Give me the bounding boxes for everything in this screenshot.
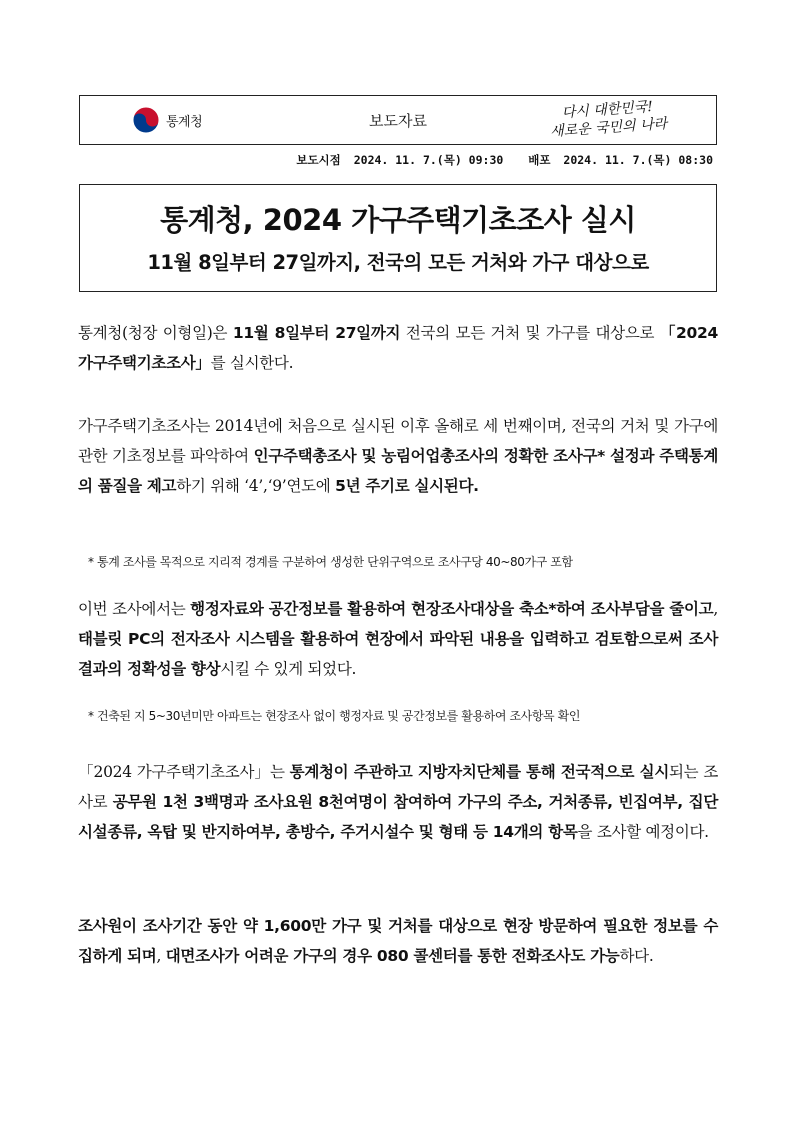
footnote-1: * 통계 조사를 목적으로 지리적 경계를 구분하여 생성한 단위구역으로 조사구당 40~80가구 포함 bbox=[88, 555, 573, 569]
title-box bbox=[79, 184, 717, 292]
slogan-line-1: 다시 대한민국! bbox=[561, 98, 654, 122]
slogan bbox=[527, 95, 689, 142]
bold-text: 공무원 1천 3백명과 조사요원 8천여명이 참여하여 가구의 주소, 거처종류, 빈집여부, 집단시설종류, 옥탑 및 반지하여부, 총방수, 주거시설수 및 형태 등 14개의 항목 bbox=[78, 793, 718, 841]
agency-name: 통계청 bbox=[166, 114, 203, 130]
body-text: 「2024 가구주택기초조사」는 bbox=[78, 763, 290, 781]
paragraph-3 bbox=[78, 594, 718, 684]
paragraph-2 bbox=[78, 411, 718, 501]
slogan-line-2: 새로운 국민의 나라 bbox=[549, 115, 668, 141]
footnote-2: * 건축된 지 5~30년미만 아파트는 현장조사 없이 행정자료 및 공간정보를 활용하여 조사항목 확인 bbox=[88, 709, 581, 723]
body-text: 를 실시한다. bbox=[210, 354, 294, 372]
bold-text: 대면조사가 어려운 가구의 경우 080 콜센터를 통한 전화조사도 가능 bbox=[165, 947, 620, 965]
distribution-value: 2024. 11. 7.(목) 08:30 bbox=[563, 153, 713, 167]
body-text: 이번 조사에서는 bbox=[78, 600, 191, 618]
body-text: 가구주택기초조사는 2014년에 처음으로 실시된 이후 올해로 세 번째이며, 전국의 거처 및 가구에 관한 기초정보를 파악하여 bbox=[78, 417, 718, 465]
paragraph-1 bbox=[78, 318, 718, 378]
bold-text: 5년 주기로 실시된다. bbox=[335, 477, 479, 495]
distribution-label: 배포 bbox=[528, 153, 551, 167]
body-text: 전국의 모든 거처 및 가구를 대상으로 bbox=[400, 324, 660, 342]
bold-text: 태블릿 PC의 전자조사 시스템을 활용하여 현장에서 파악된 내용을 입력하고 검토함으로써 조사결과의 정확성을 향상 bbox=[78, 630, 718, 678]
body-text: , bbox=[156, 947, 166, 965]
body-text: 시킬 수 있게 되었다. bbox=[220, 660, 357, 678]
body-text: 통계청(청장 이형일)은 bbox=[78, 324, 233, 342]
bold-text: 「2024 가구주택기초조사」 bbox=[78, 324, 718, 372]
release-label: 보도시점 bbox=[296, 153, 341, 167]
paragraph-5 bbox=[78, 911, 718, 971]
page-title: 통계청, 2024 가구주택기초조사 실시 bbox=[160, 203, 636, 237]
bold-text: 통계청이 주관하고 지방자치단체를 통해 전국적으로 실시 bbox=[289, 763, 669, 781]
release-dates bbox=[290, 152, 713, 168]
paragraph-4 bbox=[78, 757, 718, 847]
bold-text: 11월 8일부터 27일까지 bbox=[232, 324, 401, 342]
bold-text: 행정자료와 공간정보를 활용하여 현장조사대상을 축소*하여 조사부담을 줄이고 bbox=[190, 600, 714, 618]
body-text: 을 조사할 예정이다. bbox=[577, 823, 709, 841]
body-text: , bbox=[713, 600, 718, 618]
page-subtitle: 11월 8일부터 27일까지, 전국의 모든 거처와 가구 대상으로 bbox=[147, 251, 649, 274]
bold-text: 인구주택총조사 및 농림어업총조사의 정확한 조사구* 설정과 주택통계의 품질을 제고 bbox=[78, 447, 718, 495]
body-text: 하다. bbox=[619, 947, 654, 965]
body-text: 하기 위해 ‘4’,‘9’연도에 bbox=[176, 477, 336, 495]
header-box bbox=[79, 95, 717, 145]
body-text: 되는 조사로 bbox=[78, 763, 718, 811]
doc-type-label: 보도자료 bbox=[369, 112, 427, 130]
bold-text: 조사원이 조사기간 동안 약 1,600만 가구 및 거처를 대상으로 현장 방문하여 필요한 정보를 수집하게 되며 bbox=[78, 917, 718, 965]
release-value: 2024. 11. 7.(목) 09:30 bbox=[353, 153, 504, 167]
